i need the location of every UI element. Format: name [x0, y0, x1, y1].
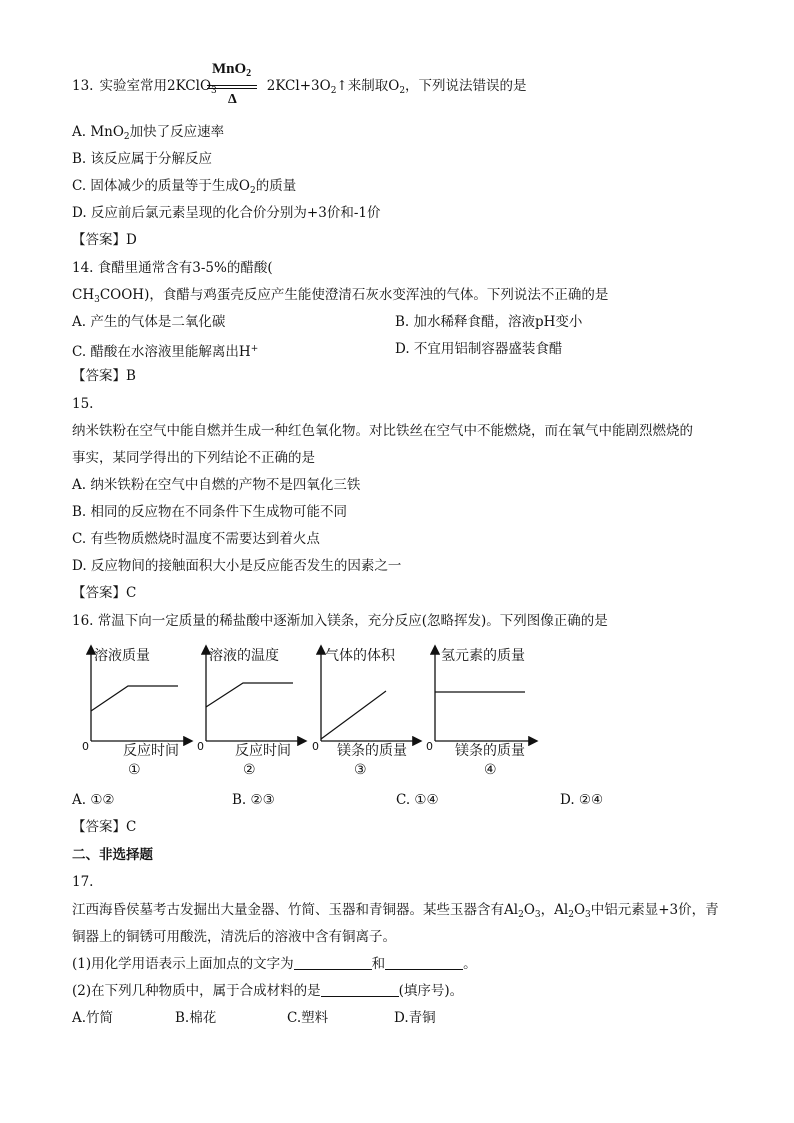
q14-answer: 【答案】B	[72, 368, 136, 384]
q17-option-d: D.青铜	[394, 1010, 436, 1026]
q17-part1: (1)用化学用语表示上面加点的文字为 和 。	[72, 956, 477, 972]
graph-2-origin: 0	[197, 740, 204, 753]
q14-option-d: D. 不宜用铝制容器盛装食醋	[395, 341, 563, 357]
q14-option-a: A. 产生的气体是二氧化碳	[72, 314, 226, 330]
q13-option-c: C. 固体减少的质量等于生成$O_2$的质量	[72, 178, 297, 196]
q15-stem-line1: 纳米铁粉在空气中能自燃并生成一种红色氧化物。对比铁丝在空气中不能燃烧，而在氧气中能剧烈燃烧的	[72, 423, 693, 439]
q13-answer: 【答案】D	[72, 232, 137, 248]
q16-option-d: D. ②④	[560, 792, 604, 808]
graph-4-xlabel: 镁条的质量	[455, 743, 525, 759]
q17-stem-line2: 铜器上的铜锈可用酸洗，清洗后的溶液中含有铜离子。	[72, 929, 396, 945]
graph-3-origin: 0	[312, 740, 319, 753]
q15-number: 15.	[72, 396, 94, 412]
q17-stem-line1: 江西海昏侯墓考古发掘出大量金器、竹简、玉器和青铜器。某些玉器含有$Al_2O_3$，$Al_2O_3$中铝元素显+3价，青	[72, 902, 719, 920]
q16-stem: 16. 常温下向一定质量的稀盐酸中逐渐加入镁条，充分反应(忽略挥发)。下列图像正确的是	[72, 613, 608, 629]
q15-option-b: B. 相同的反应物在不同条件下生成物可能不同	[72, 504, 348, 520]
q17-option-c: C.塑料	[287, 1010, 329, 1026]
graph-1-number: ①	[128, 762, 141, 778]
graph-1-ylabel: 溶液质量	[94, 648, 150, 664]
q13-stem: 13. 实验室常用2KClO$_3$ $2KCl+3O_2↑$来制取$O_2$，下列说法错误的是	[72, 78, 527, 96]
graph-2-xlabel: 反应时间	[235, 743, 291, 759]
answer-blank-3[interactable]	[321, 983, 399, 997]
graph-4-origin: 0	[426, 740, 433, 753]
q17-number: 17.	[72, 874, 94, 890]
graph-4-number: ④	[484, 762, 497, 778]
graph-3-xlabel: 镁条的质量	[337, 743, 407, 759]
q16-option-b: B. ②③	[232, 792, 275, 808]
q17-option-a: A.竹简	[72, 1010, 114, 1026]
graph-1-xlabel: 反应时间	[123, 743, 179, 759]
q13-option-d: D. 反应前后氯元素呈现的化合价分别为+3价和-1价	[72, 205, 381, 221]
answer-blank-2[interactable]	[385, 956, 463, 970]
q15-option-c: C. 有些物质燃烧时温度不需要达到着火点	[72, 531, 320, 547]
q14-stem-line1: 14. 食醋里通常含有3-5%的醋酸(	[72, 260, 273, 276]
catalyst-label: MnO$_2$	[212, 61, 252, 79]
q16-answer: 【答案】C	[72, 819, 137, 835]
heat-symbol: Δ	[228, 92, 237, 107]
q16-option-c: C. ①④	[396, 792, 439, 808]
answer-blank-1[interactable]	[294, 956, 372, 970]
graph-4-ylabel: 氢元素的质量	[441, 648, 525, 664]
q17-part2: (2)在下列几种物质中，属于合成材料的是 (填序号)。	[72, 983, 464, 999]
graph-2-number: ②	[243, 762, 256, 778]
q13-option-b: B. 该反应属于分解反应	[72, 151, 213, 167]
graph-2-ylabel: 溶液的温度	[209, 648, 279, 664]
graph-3-number: ③	[354, 762, 367, 778]
q14-option-b: B. 加水稀释食醋，溶液pH变小	[395, 314, 583, 330]
graph-1-curve	[91, 686, 178, 711]
section-heading: 二、非选择题	[72, 847, 153, 863]
q15-option-d: D. 反应物间的接触面积大小是反应能否发生的因素之一	[72, 558, 402, 574]
q17-option-b: B.棉花	[175, 1010, 217, 1026]
graph-2-curve	[206, 683, 293, 707]
q13-option-a: A. MnO$_2$加快了反应速率	[72, 124, 225, 142]
q14-stem-line2: $CH_3COOH$)，食醋与鸡蛋壳反应产生能使澄清石灰水变浑浊的气体。下列说法不正确的是	[72, 287, 609, 305]
q15-option-a: A. 纳米铁粉在空气中自燃的产物不是四氧化三铁	[72, 477, 361, 493]
graph-3-curve	[321, 691, 386, 739]
graph-3-ylabel: 气体的体积	[325, 648, 395, 664]
graph-1-origin: 0	[82, 740, 89, 753]
q15-stem-line2: 事实，某同学得出的下列结论不正确的是	[72, 450, 315, 466]
q14-option-c: C. 醋酸在水溶液里能解离出H+	[72, 344, 259, 360]
q16-option-a: A. ①②	[72, 792, 115, 808]
q15-answer: 【答案】C	[72, 585, 137, 601]
